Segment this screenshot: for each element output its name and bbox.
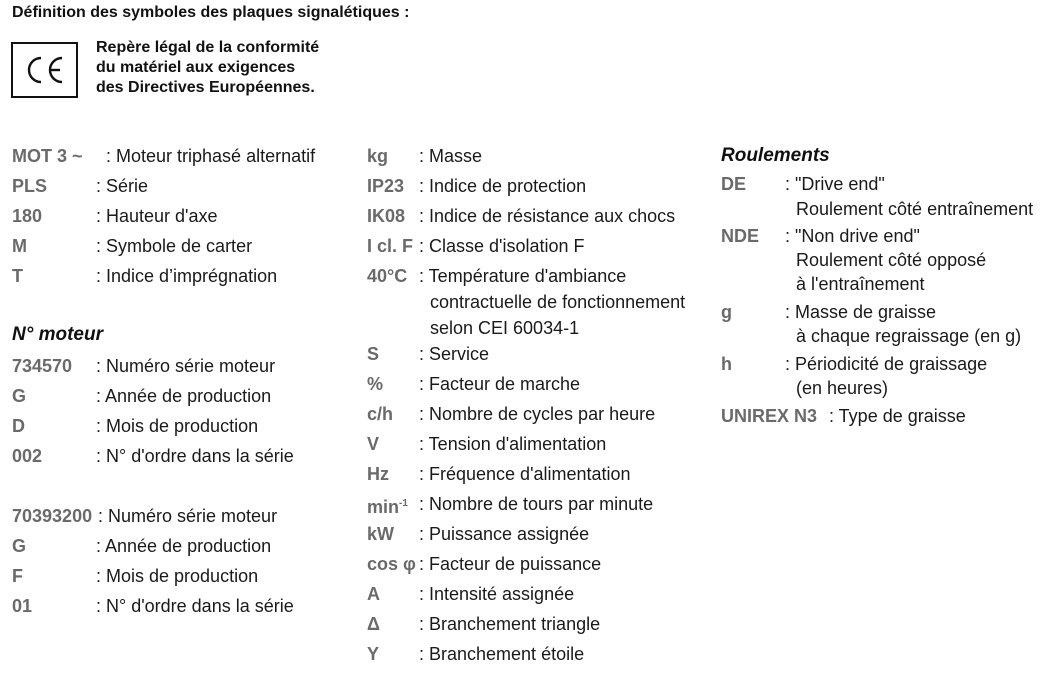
definition-continued: selon CEI 60034-1: [430, 318, 580, 338]
symbol: PLS: [12, 176, 48, 196]
definition: : Type de graisse: [829, 406, 966, 426]
symbol: kW: [367, 524, 394, 544]
symbol: I cl. F: [367, 236, 414, 256]
definition: : Intensité assignée: [419, 584, 575, 604]
definition: : N° d'ordre dans la série: [96, 596, 294, 616]
symbol: 01: [12, 596, 33, 616]
symbol: Hz: [367, 464, 389, 484]
symbol: h: [721, 354, 732, 374]
symbol: c/h: [367, 404, 394, 424]
definition: : Branchement étoile: [419, 644, 585, 664]
definition: : Indice de protection: [419, 176, 587, 196]
symbol: G: [12, 536, 27, 556]
symbol: G: [12, 386, 27, 406]
definition: : Nombre de cycles par heure: [419, 404, 656, 424]
symbol: cos φ: [367, 554, 416, 574]
definition: : Numéro série moteur: [96, 356, 276, 376]
symbol: UNIREX N3: [721, 406, 818, 426]
symbol: 734570: [12, 356, 73, 376]
unit-text: min: [367, 497, 400, 517]
symbol: M: [12, 236, 27, 256]
definition: : Symbole de carter: [96, 236, 253, 256]
definition: : Hauteur d'axe: [96, 206, 218, 226]
definition: : Indice d’imprégnation: [96, 266, 278, 286]
definition: : Service: [419, 344, 490, 364]
page-title: Définition des symboles des plaques signalétiques :: [12, 4, 410, 21]
definition: : Facteur de puissance: [419, 554, 602, 574]
definition: : Mois de production: [96, 566, 259, 586]
symbol: Δ: [367, 614, 380, 634]
ce-description: [96, 38, 319, 98]
symbol: F: [12, 566, 23, 586]
symbol: g: [721, 302, 732, 322]
ce-mark-box: [11, 42, 78, 98]
symbol: [367, 493, 408, 518]
motor-number-heading: N° moteur: [12, 324, 103, 345]
definition: : Périodicité de graissage: [785, 354, 988, 374]
definition-continued: (en heures): [796, 378, 889, 398]
symbol: V: [367, 434, 380, 454]
definition: : "Drive end": [785, 174, 885, 194]
definition-continued: à l'entraînement: [796, 274, 925, 294]
definition: : Série: [96, 176, 149, 196]
definition: : Mois de production: [96, 416, 259, 436]
symbol: IP23: [367, 176, 405, 196]
symbol: S: [367, 344, 380, 364]
definition: : Moteur triphasé alternatif: [106, 146, 316, 166]
definition: : Masse: [419, 146, 483, 166]
symbol: 180: [12, 206, 43, 226]
definition: : Classe d'isolation F: [419, 236, 585, 256]
definition: : Année de production: [96, 536, 272, 556]
definition: : Branchement triangle: [419, 614, 601, 634]
definition: : Indice de résistance aux chocs: [419, 206, 676, 226]
symbol: 40°C: [367, 266, 408, 286]
ce-line: des Directives Européennes.: [96, 79, 315, 96]
definition: : Facteur de marche: [419, 374, 581, 394]
definition: : Tension d'alimentation: [419, 434, 607, 454]
definition: : Année de production: [96, 386, 272, 406]
symbol: %: [367, 374, 384, 394]
ce-line: du matériel aux exigences: [96, 59, 296, 76]
definition-continued: Roulement côté entraînement: [796, 199, 1034, 219]
symbol: Y: [367, 644, 380, 664]
symbol: IK08: [367, 206, 406, 226]
definition: : Masse de graisse: [785, 302, 937, 322]
symbol: T: [12, 266, 23, 286]
symbol: DE: [721, 174, 747, 194]
definition: : "Non drive end": [785, 226, 920, 246]
symbol: D: [12, 416, 25, 436]
symbol: 70393200: [12, 506, 93, 526]
symbol: kg: [367, 146, 389, 166]
bearings-heading: Roulements: [721, 145, 830, 166]
definition: : Température d'ambiance: [419, 266, 627, 286]
ce-mark-icon: [22, 53, 68, 87]
definition: : N° d'ordre dans la série: [96, 446, 294, 466]
definition: : Numéro série moteur: [98, 506, 278, 526]
symbol: 002: [12, 446, 43, 466]
definition-continued: contractuelle de fonctionnement: [430, 292, 686, 312]
definition: : Nombre de tours par minute: [419, 494, 654, 514]
unit-exponent: -1: [399, 498, 408, 509]
ce-line: Repère légal de la conformité: [96, 39, 320, 56]
symbol: A: [367, 584, 380, 604]
definition-continued: Roulement côté opposé: [796, 250, 987, 270]
definition-continued: à chaque regraissage (en g): [796, 326, 1022, 346]
definition: : Fréquence d'alimentation: [419, 464, 631, 484]
symbol: NDE: [721, 226, 760, 246]
definition: : Puissance assignée: [419, 524, 590, 544]
symbol: MOT 3 ~: [12, 146, 83, 166]
